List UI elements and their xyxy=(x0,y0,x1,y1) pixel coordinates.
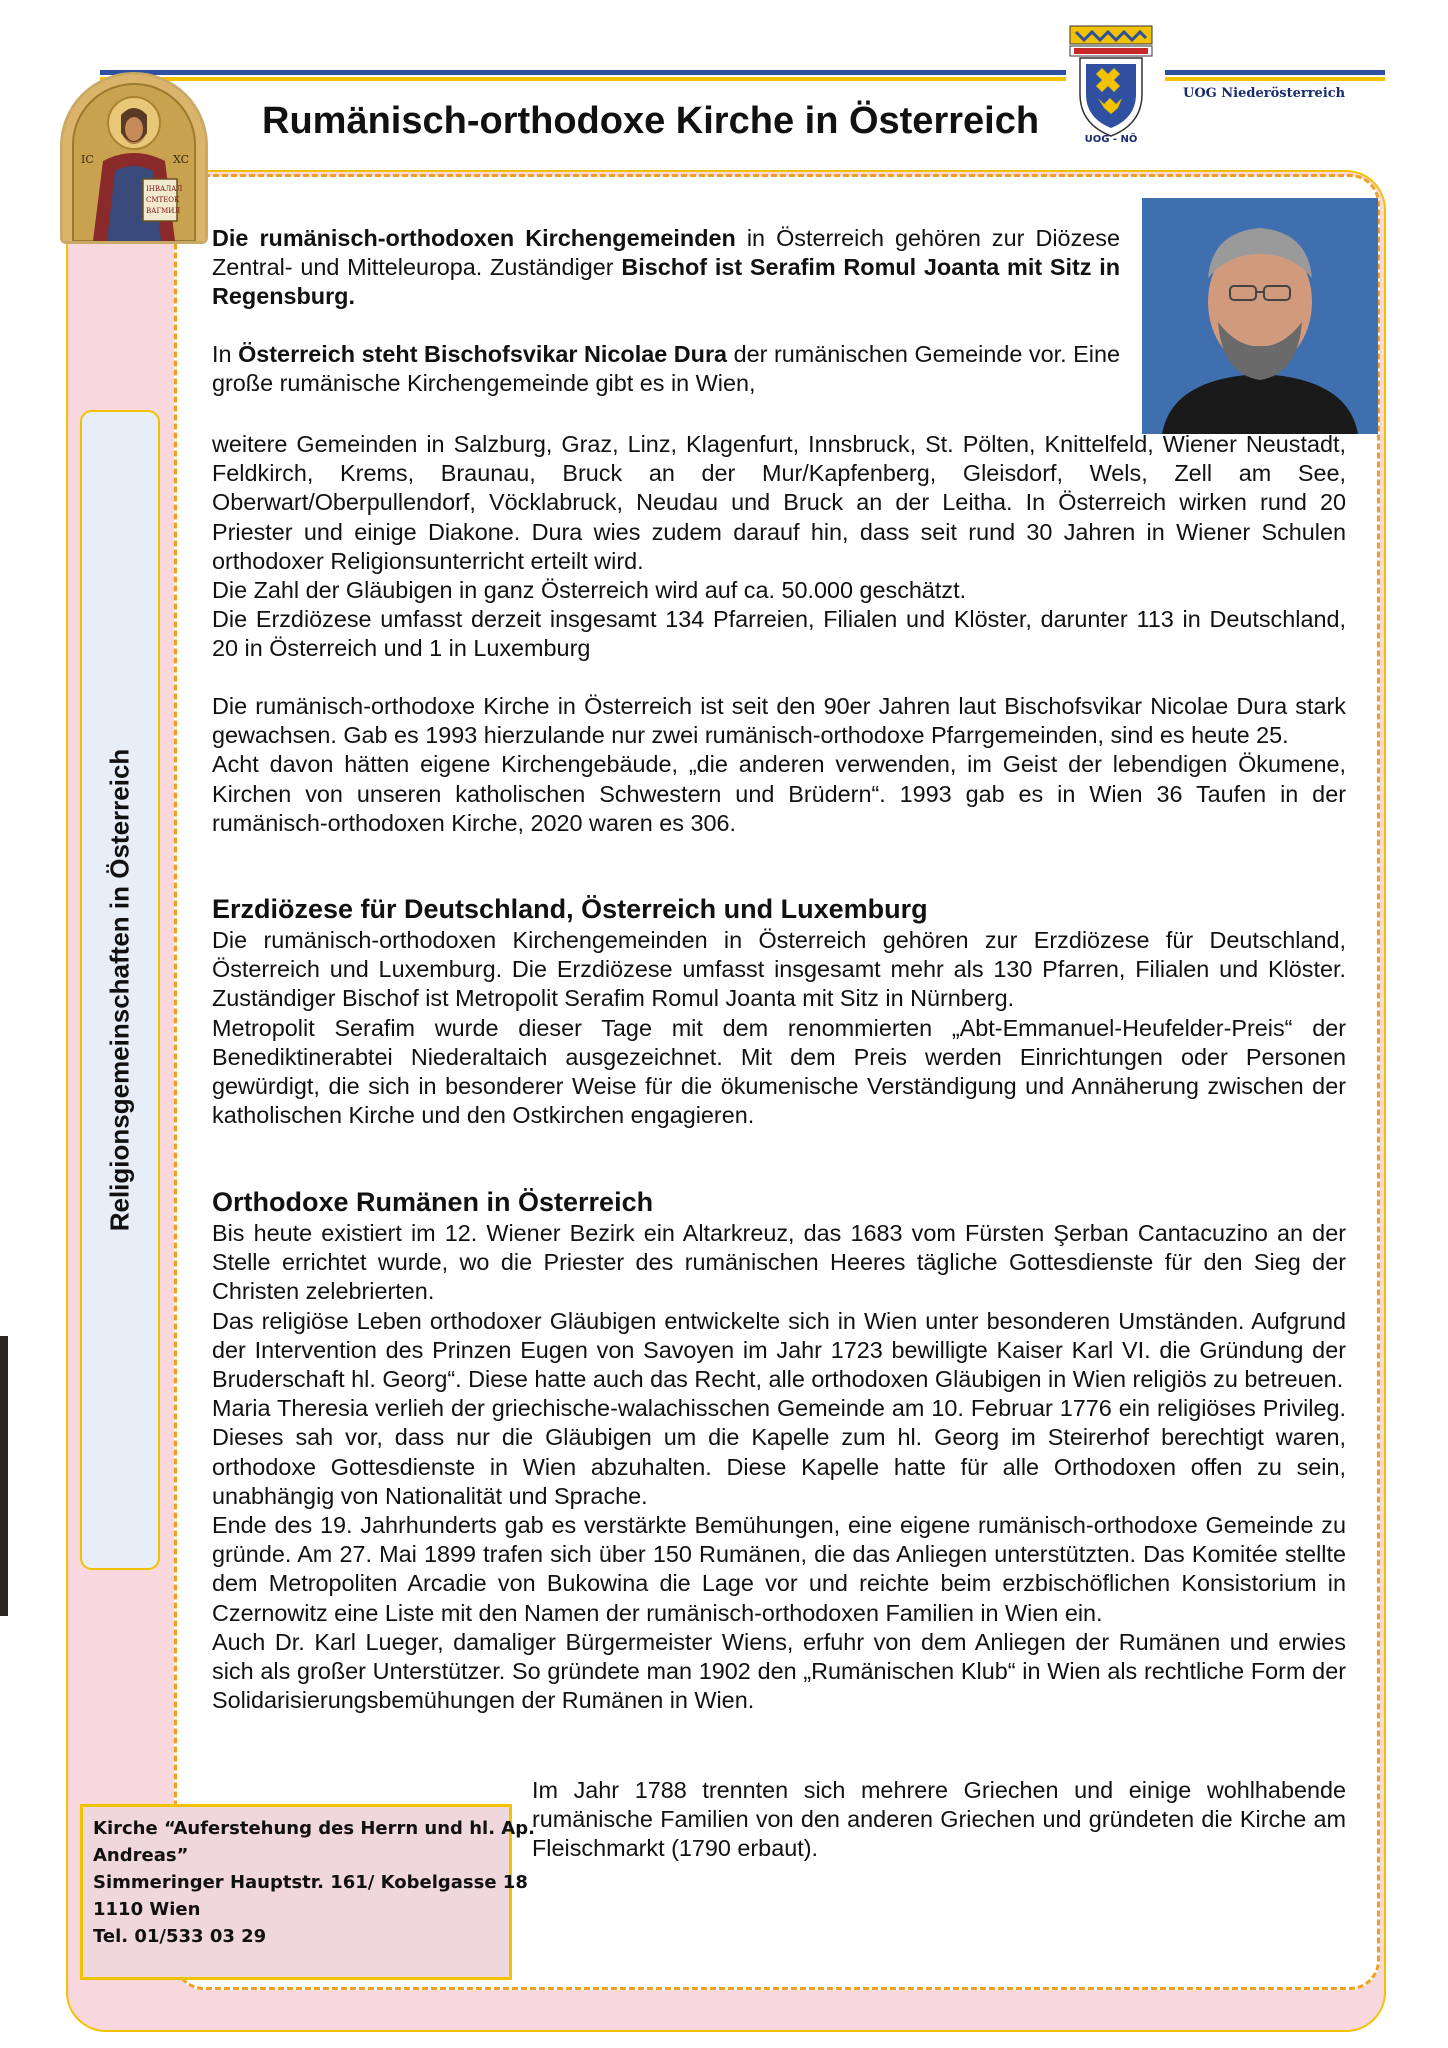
section3-text-1: Bis heute existiert im 12. Wiener Bezirk ein Altarkreuz, das 1683 vom Fürsten Şerban Cantacuzino an der Stelle errichtet wurde, wo die Priester des rumänischen Heeres tägliche Gottesdienste für den Sieg der Christen zelebrierten. xyxy=(212,1220,1346,1305)
icon-book-line-1: ІНВАЛАЛ xyxy=(146,185,183,193)
section3-text-4: Ende des 19. Jahrhunderts gab es verstärkte Bemühungen, eine eigene rumänisch-orthodoxe Gemeinde zu gründe. Am 27. Mai 1899 trafen sich über 150 Rumänen, die das Anliegen unterstützten. Das Komitée stellte dem Metropoliten Arcadie von Bukowina die Lage vor und reichte beim erzbischöflichen Konsistorium in Czernowitz eine Liste mit den Namen der rumänisch-orthodoxen Familien in Wien ein. xyxy=(212,1512,1346,1626)
intro-bold-1: Die rumänisch-orthodoxen Kirchengemeinden xyxy=(212,225,736,251)
sidebar-label: Religionsgemeinschaften in Österreich xyxy=(104,748,135,1232)
intro-paragraph-1 xyxy=(212,224,1120,312)
uog-crest-logo xyxy=(1066,24,1156,144)
header-rule-blue-right xyxy=(1165,70,1385,75)
section3-text-6: Im Jahr 1788 trennten sich mehrere Griechen und einige wohlhabende rumänische Familien von den anderen Griechen und gründeten die Kirche am Fleischmarkt (1790 erbaut). xyxy=(532,1777,1346,1862)
section-heading-orthodoxe-rumaenen: Orthodoxe Rumänen in Österreich xyxy=(212,1187,654,1217)
address-phone: Tel. 01/533 03 29 xyxy=(93,1926,267,1947)
section2-text-1: Die rumänisch-orthodoxen Kirchengemeinden in Österreich gehören zur Erzdiözese für Deutschland, Österreich und Luxemburg. Die Erzdiözese umfasst insgesamt mehr als 130 Pfarren, Filialen und Klöster. Zuständiger Bischof ist Metropolit Serafim Romul Joanta mit Sitz in Nürnberg. xyxy=(212,927,1346,1012)
org-label: UOG Niederösterreich xyxy=(1183,86,1346,101)
address-city: 1110 Wien xyxy=(93,1899,201,1920)
section3-paragraph-6 xyxy=(532,1776,1346,1864)
address-line-2: Andreas” xyxy=(93,1845,189,1866)
body-text-4: Die Zahl der Gläubigen in ganz Österreich wird auf ca. 50.000 geschätzt. xyxy=(212,577,967,604)
header-rule-yellow xyxy=(100,77,1066,81)
section3-text-3: Maria Theresia verlieh der griechische-walachisschen Gemeinde am 10. Februar 1776 ein religiöses Privileg. Dieses sah vor, dass nur die Gläubigen um die Kapelle zum hl. Georg im Steirerhof berechtigt waren, orthodoxe Gottesdienste in Wien abzuhalten. Diese Kapelle hatte für alle Orthodoxen offen zu sein, unabhängig von Nationalität und Sprache. xyxy=(212,1395,1346,1509)
body-text-6: Die rumänisch-orthodoxe Kirche in Österreich ist seit den 90er Jahren laut Bischofsvikar Nicolae Dura stark gewachsen. Gab es 1993 hierzulande nur zwei rumänisch-orthodoxe Pfarrgemeinden, sind es heute 25. xyxy=(212,693,1346,749)
christ-icon-image xyxy=(60,72,208,244)
page-title: Rumänisch-orthodoxe Kirche in Österreich xyxy=(262,100,1040,142)
section3-text-5: Auch Dr. Karl Lueger, damaliger Bürgermeister Wiens, erfuhr von dem Anliegen der Rumänen und erwies sich als großer Unterstützer. So gründete man 1902 den „Rumänischen Klub“ in Wien als rechtliche Form der Solidarisierungsbemühungen der Rumänen in Wien. xyxy=(212,1628,1346,1714)
body-paragraph-3 xyxy=(212,430,1346,664)
address-street: Simmeringer Hauptstr. 161/ Kobelgasse 18 xyxy=(93,1872,528,1893)
intro-paragraph-2 xyxy=(212,340,1120,398)
icon-letters-left: IC xyxy=(81,153,94,166)
body-text-5: Die Erzdiözese umfasst derzeit insgesamt 134 Pfarreien, Filialen und Klöster, darunter 113 in Deutschland, 20 in Österreich und 1 in Luxemburg xyxy=(212,606,1346,662)
intro-text-2: der rumänischen Gemeinde vor. Eine große rumänische Kirchengemeinde gibt es in Wien, xyxy=(212,341,1120,397)
icon-book-line-2: СМТЕОК xyxy=(146,196,180,204)
header-rule-yellow-right xyxy=(1165,77,1385,81)
body-paragraph-6 xyxy=(212,692,1346,838)
intro-bold-3: Österreich steht Bischofsvikar Nicolae Dura xyxy=(238,341,728,367)
intro-text-2-pre: In xyxy=(212,341,239,367)
section2-body xyxy=(212,926,1346,1130)
section3-text-2: Das religiöse Leben orthodoxer Gläubigen entwickelte sich in Wien unter besonderen Umständen. Aufgrund der Intervention des Prinzen Eugen von Savoyen im Jahr 1723 bewilligte Kaiser Karl VI. die Gründung der Bruderschaft hl. Georg“. Diese hatte auch das Recht, alle orthodoxen Gläubigen in Wien religiös zu betreuen. xyxy=(212,1307,1346,1393)
body-text-3: weitere Gemeinden in Salzburg, Graz, Linz, Klagenfurt, Innsbruck, St. Pölten, Knittelfeld, Wiener Neustadt, Feldkirch, Krems, Braunau, Bruck an der Mur/Kapfenberg, Gleisdorf, Wels, Zell am See, Oberwart/Oberpullendorf, Vöcklabruck, Neudau und Bruck an der Leitha. In Österreich wirken rund 20 Priester und einige Diakone. Dura wies zudem darauf hin, dass seit rund 30 Jahren in Wiener Schulen orthodoxer Religionsunterricht erteilt wird. xyxy=(212,431,1346,574)
section2-text-2: Metropolit Serafim wurde dieser Tage mit dem renommierten „Abt-Emmanuel-Heufelder-Preis“ der Benediktinerabtei Niederaltaich ausgezeichnet. Mit dem Preis werden Einrichtungen oder Personen gewürdigt, die sich in besonderer Weise für die ökumenische Verständigung und Annäherung zwischen der katholischen Kirche und den Ostkirchen engagieren. xyxy=(212,1014,1346,1129)
icon-book-line-3: ВАГМИЛ xyxy=(146,207,181,215)
body-text-7: Acht davon hätten eigene Kirchengebäude, „die anderen verwenden, im Geist der lebendigen Ökumene, Kirchen von unseren katholischen Schwestern und Brüdern“. 1993 gab es in Wien 36 Taufen in der rumänisch-orthodoxen Kirche, 2020 waren es 306. xyxy=(212,751,1346,836)
portrait-photo xyxy=(1142,198,1378,434)
left-edge-strip xyxy=(0,1336,8,1616)
address-line-1: Kirche “Auferstehung des Herrn und hl. Ap. xyxy=(93,1818,535,1839)
crest-motto: UOG - NÖ xyxy=(1084,134,1138,144)
section3-body xyxy=(212,1219,1346,1715)
intro-text-1: in Österreich gehören zur Diözese Zentral- und Mitteleuropa. Zuständiger xyxy=(212,225,1120,281)
intro-bold-2: Bischof ist Serafim Romul Joanta mit Sitz in Regensburg. xyxy=(212,254,1120,310)
church-address-box xyxy=(80,1804,535,1980)
section-heading-erzdioezese: Erzdiözese für Deutschland, Österreich und Luxemburg xyxy=(212,894,928,924)
icon-letters-right: XC xyxy=(173,153,190,166)
header-rule-blue xyxy=(100,70,1066,75)
